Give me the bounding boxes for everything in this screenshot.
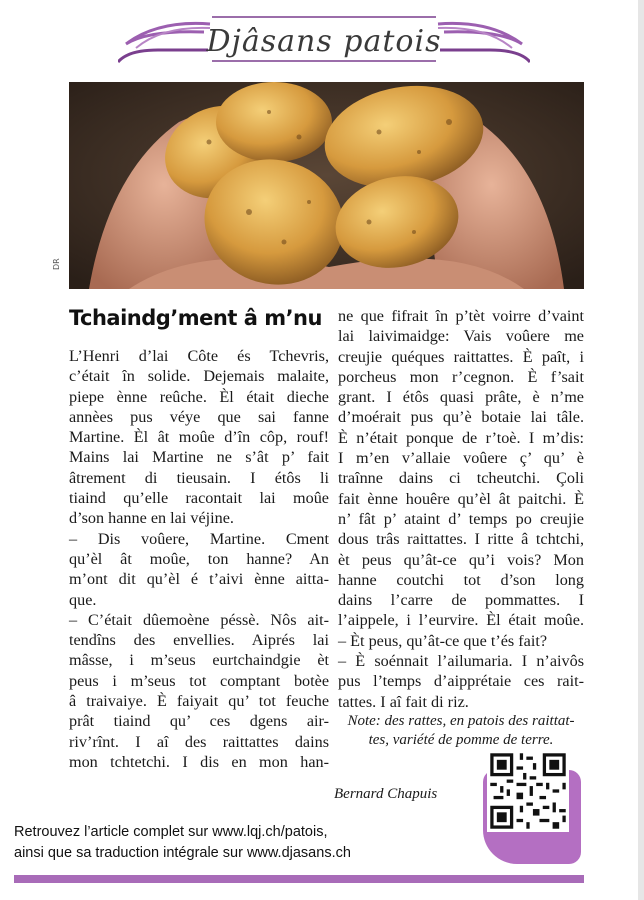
text-line: – Dis voûere, Martine. Cment (69, 529, 329, 548)
text-line: pus l’temps d’aipprétaie ces rait- (338, 672, 584, 691)
text-line: qu’èl ât moûe, ton hanne? An (69, 549, 329, 568)
article-author: Bernard Chapuis (334, 786, 438, 802)
text-line: fait ènne houêre qu’èl ât paitchi. È (338, 489, 584, 508)
footer-line-1: Retrouvez l’article complet sur www.lqj.ch/patois, (14, 824, 328, 840)
note-line: Note: des rattes, en patois des raittat- (347, 713, 575, 729)
text-line: ne que fifrait în p’tèt voirre d’vaint (338, 307, 584, 325)
text-line: prât tiaind qu’ ces dgens air- (69, 712, 329, 731)
text-line: dains l’carre de pommattes. I (338, 591, 584, 610)
header-title: Djâsans patois (206, 24, 442, 59)
footer-line-2: ainsi que sa traduction intégrale sur www.djasans.ch (14, 845, 351, 861)
text-line: èt peus qu’ât-ce qu’i vois? Mon (338, 550, 584, 569)
text-line: â traivaiye. È faiyait qu’ tot feuche (69, 692, 329, 711)
text-line: L’Henri d’lai Côte és Tchevris, (69, 347, 329, 365)
text-line: I m’en v’allaie voûere ç’ qu’ è (338, 449, 584, 468)
text-line: – Èt peus, qu’ât-ce que t’és fait? (338, 631, 547, 650)
qr-code[interactable] (487, 750, 569, 832)
text-line: traînne dains ci tcheutchi. Çoli (338, 469, 584, 488)
article-headline: Tchaindg’ment â m’nu (69, 306, 322, 330)
text-line: porcheus mon r’cegnon. È f’sait (338, 367, 584, 386)
text-line: creujie quéques raittattes. È paît, i (338, 347, 584, 366)
text-line: c’était în solide. Dejemais malaite, (69, 367, 329, 386)
article-column-2 (338, 306, 584, 712)
page-edge (638, 0, 644, 900)
text-line: l’aippele, i l’eurvire. Èl était moûe. (338, 611, 584, 630)
text-line: mâsse, i m’seus eurtchaindgie èt (69, 651, 329, 670)
text-line: tiaind qu’elle racontait lai moûe (69, 489, 329, 508)
text-line: – È soénnait l’ailumaria. I n’aivôs (338, 652, 584, 671)
text-line: lai laivimaidge: Vais voûere me (338, 327, 584, 346)
text-line: hanne coutchi tot d’son long (338, 570, 584, 589)
text-line: d’moérait pus qu’è botaie lai tâle. (338, 408, 584, 427)
text-line: peus i m’seus tot comptant botèe (69, 671, 329, 690)
footer (14, 822, 351, 864)
text-line: dous trâs raittattes. I ritte â tchtchi, (338, 530, 584, 549)
article-note (338, 712, 584, 750)
bottom-accent-bar (14, 875, 584, 883)
text-line: tendîns des envellies. Aiprés lai (69, 631, 329, 650)
text-line: annèes pus véye que sai fanne (69, 407, 329, 426)
text-line: mon tchtetchi. I dis en mon han- (69, 752, 329, 771)
text-line: tattes. I aî fait di riz. (338, 692, 469, 711)
text-line: âtrement di tieusain. I étôs li (69, 468, 329, 487)
text-line: – C’était dûemoène péssè. Nôs ait- (69, 610, 329, 629)
text-line: piepe ènne reûche. Èl était dieche (69, 387, 329, 406)
note-line: tes, variété de pomme de terre. (368, 732, 554, 748)
text-line: riv’rînt. I aî des raittattes dains (69, 732, 329, 751)
text-line: grant. I étôs quasi prâte, è n’me (338, 388, 584, 407)
potatoes-photo (69, 82, 584, 289)
section-header (118, 14, 530, 70)
text-line: que. (69, 590, 97, 609)
text-line: Mains lai Martine ne s’ât p’ fait (69, 448, 329, 467)
text-line: Martine. Èl ât moûe d’în côp, rouf! (69, 428, 329, 447)
text-line: m’ont dit qu’èl é t’aivi ènne aitta- (69, 570, 329, 589)
article-column-1 (69, 346, 329, 772)
text-line: È n’était ponque de r’toè. I m’dis: (338, 428, 584, 447)
text-line: n’ fât p’ ataint d’ temps po creujie (338, 509, 584, 528)
text-line: d’son hanne en lai véjine. (69, 509, 234, 528)
photo-credit: DR (52, 258, 61, 270)
